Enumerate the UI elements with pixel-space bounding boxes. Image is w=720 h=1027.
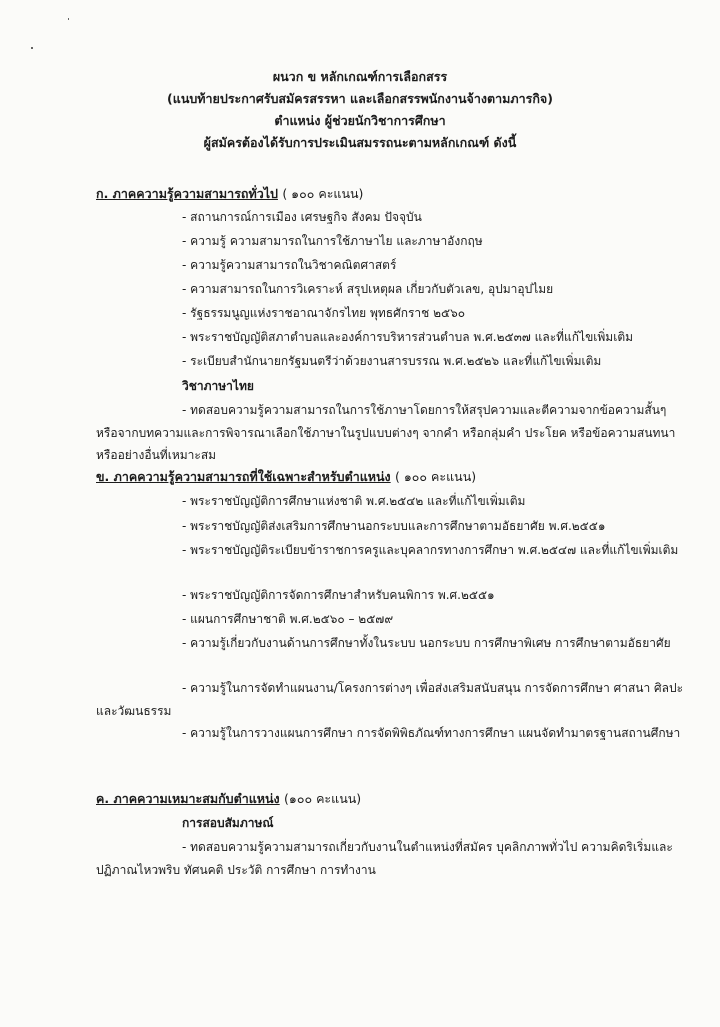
subject-heading-thai: วิชาภาษาไทย: [182, 379, 254, 393]
section-c-title: ค. ภาคความเหมาะสมกับตำแหน่ง: [96, 791, 280, 806]
header-line-2: (แนบท้ายประกาศรับสมัครสรรหา และเลือกสรรพนักงานจ้างตามภารกิจ): [167, 91, 553, 106]
section-b-points: ( ๑๐๐ คะแนน): [395, 469, 477, 484]
header-line-4: ผู้สมัครต้องได้รับการประเมินสมรรถนะตามหลักเกณฑ์ ดังนี้: [203, 135, 517, 150]
header-line-3: ตำแหน่ง ผู้ช่วยนักวิชาการศึกษา: [274, 113, 446, 128]
list-item: - ระเบียบสำนักนายกรัฐมนตรีว่าด้วยงานสารบรรณ พ.ศ.๒๕๒๖ และที่แก้ไขเพิ่มเติม: [182, 354, 602, 368]
list-item: - ความรู้ความสามารถในวิชาคณิตศาสตร์: [182, 258, 397, 272]
thai-test-paragraph: - ทดสอบความรู้ความสามารถในการใช้ภาษาโดยการให้สรุปความและตีความจากข้อความสั้นๆ หรือจากบทความและการพิจารณาเลือกใช้ภาษาในรูปแบบต่างๆ จากคำ หรือกลุ่มคำ ประโยค หรือข้อความสนทนา หรืออย่างอื่นที่เหมาะสม: [96, 403, 676, 462]
list-item: - สถานการณ์การเมือง เศรษฐกิจ สังคม ปัจจุบัน: [182, 210, 422, 224]
list-item: - พระราชบัญญัติส่งเสริมการศึกษานอกระบบและการศึกษาตามอัธยาศัย พ.ศ.๒๕๕๑: [182, 519, 606, 533]
speck-mark: [68, 18, 69, 20]
list-item: - พระราชบัญญัติการจัดการศึกษาสำหรับคนพิการ พ.ศ.๒๕๕๑: [182, 588, 495, 602]
speck-mark: [31, 47, 33, 49]
list-item: - พระราชบัญญัติระเบียบข้าราชการครูและบุคลากรทางการศึกษา พ.ศ.๒๕๔๗ และที่แก้ไขเพิ่มเติม: [182, 543, 679, 557]
section-c-heading: [96, 788, 361, 810]
section-c-points: (๑๐๐ คะแนน): [284, 791, 362, 806]
document-header: [0, 66, 720, 154]
list-item: - รัฐธรรมนูญแห่งราชอาณาจักรไทย พุทธศักราช ๒๕๖๐: [182, 306, 466, 320]
list-item: - แผนการศึกษาชาติ พ.ศ.๒๕๖๐ – ๒๕๗๙: [182, 612, 394, 626]
section-a-heading: [96, 183, 363, 205]
list-item: - ความสามารถในการวิเคราะห์ สรุปเหตุผล เกี่ยวกับตัวเลข, อุปมาอุปไมย: [182, 282, 554, 296]
section-b-title: ข. ภาคความรู้ความสามารถที่ใช้เฉพาะสำหรับตำแหน่ง: [96, 469, 391, 484]
list-item: - พระราชบัญญัติการศึกษาแห่งชาติ พ.ศ.๒๕๔๒ และที่แก้ไขเพิ่มเติม: [182, 494, 526, 508]
interview-heading: การสอบสัมภาษณ์: [182, 816, 274, 830]
interview-paragraph: - ทดสอบความรู้ความสามารถเกี่ยวกับงานในตำแหน่งที่สมัคร บุคลิกภาพทั่วไป ความคิดริเริ่มและปฏิภาณไหวพริบ ทัศนคติ ประวัติ การศึกษา การทำงาน: [96, 840, 673, 877]
section-a-title: ก. ภาคความรู้ความสามารถทั่วไป: [96, 186, 278, 201]
list-item: - ความรู้ในการวางแผนการศึกษา การจัดพิพิธภัณฑ์ทางการศึกษา แผนจัดทำมาตรฐานสถานศึกษา: [182, 726, 681, 740]
list-item: - ความรู้ในการจัดทำแผนงาน/โครงการต่างๆ เพื่อส่งเสริมสนับสนุน การจัดการศึกษา ศาสนา ศิลปะและวัฒนธรรม: [96, 681, 684, 718]
list-item: - ความรู้ ความสามารถในการใช้ภาษาไย และภาษาอังกฤษ: [182, 234, 483, 248]
header-line-1: ผนวก ข หลักเกณฑ์การเลือกสรร: [272, 69, 448, 84]
list-item: - ความรู้เกี่ยวกับงานด้านการศึกษาทั้งในระบบ นอกระบบ การศึกษาพิเศษ การศึกษาตามอัธยาศัย: [182, 636, 671, 650]
list-item: - พระราชบัญญัติสภาตำบลและองค์การบริหารส่วนตำบล พ.ศ.๒๕๓๗ และที่แก้ไขเพิ่มเติม: [182, 330, 634, 344]
section-a-points: ( ๑๐๐ คะแนน): [282, 186, 364, 201]
section-b-heading: [96, 466, 476, 488]
